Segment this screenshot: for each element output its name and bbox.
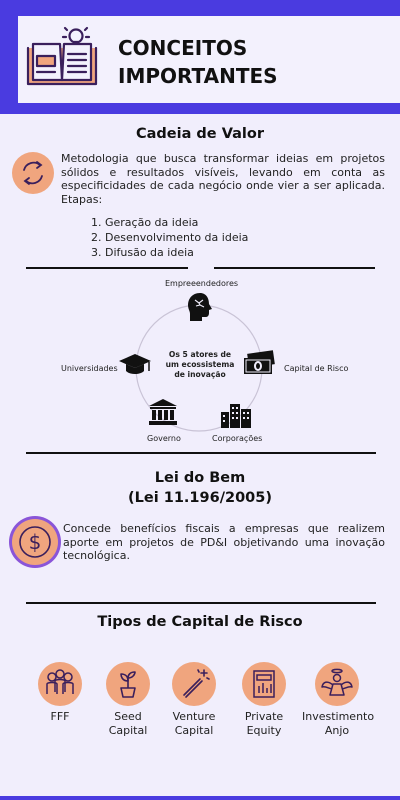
step-item: 1. Geração da ideia [91, 216, 199, 229]
tipo-label-line: Equity [246, 723, 282, 737]
tipos-title: Tipos de Capital de Risco [97, 614, 303, 630]
tipo-label [159, 710, 229, 737]
eco-governo: Governo [147, 434, 181, 443]
lei-description: Concede benefícios fiscais a empresas que realizem aporte em projetos de PD&I objetivando uma inovação tecnológica. [63, 522, 385, 563]
graduation-cap-icon [118, 352, 152, 376]
page-title [118, 34, 378, 90]
header-band [0, 0, 400, 114]
eco-center-line: de inovação [174, 370, 226, 379]
tipo-label-line: Investimento [302, 710, 375, 723]
tipo-label-line: Private [244, 710, 284, 723]
magic-wand-icon [172, 662, 216, 706]
footer-bar [0, 796, 400, 800]
tipo-venture [159, 662, 229, 737]
tipo-label-line: Capital [108, 723, 148, 737]
tipo-label [93, 710, 163, 737]
tipo-label-line: FFF [50, 710, 70, 723]
cadeia-steps-list [91, 215, 248, 260]
tipo-investimento-anjo [302, 662, 375, 737]
divider [26, 452, 376, 454]
eco-capital-risco: Capital de Risco [284, 364, 349, 373]
divider [26, 602, 376, 604]
page-title-line2: IMPORTANTES [118, 64, 278, 88]
tipo-label [229, 710, 299, 737]
tipo-label-line: Seed [114, 710, 142, 723]
angel-icon [315, 662, 359, 706]
divider [214, 267, 375, 269]
tipo-label-line: Capital [174, 723, 214, 737]
money-bill-icon [242, 350, 276, 376]
government-building-icon [147, 398, 179, 426]
eco-center-line: Os 5 atores de [168, 350, 232, 359]
cycle-arrows-icon [12, 152, 54, 194]
page-title-line1: CONCEITOS [118, 36, 248, 60]
divider [26, 267, 188, 269]
tipo-seed [93, 662, 163, 737]
tipo-label [25, 710, 95, 724]
lei-title-line1: Lei do Bem [154, 470, 246, 486]
people-group-icon [38, 662, 82, 706]
tipo-label-line: Anjo [324, 723, 350, 737]
eco-corporacoes: Corporações [212, 434, 263, 443]
header-card [18, 16, 400, 103]
head-brain-icon [185, 291, 215, 323]
step-item: 2. Desenvolvimento da ideia [91, 231, 249, 244]
eco-center-line: um ecossistema [165, 360, 235, 369]
tipo-label [302, 710, 375, 737]
tipo-label-line: Venture [172, 710, 216, 723]
eco-universidades: Universidades [61, 364, 118, 373]
seedling-pot-icon [106, 662, 150, 706]
tipo-fff [25, 662, 95, 724]
svg-text:$: $ [28, 530, 42, 554]
lei-title-line2: (Lei 11.196/2005) [128, 490, 272, 506]
cadeia-description: Metodologia que busca transformar ideias em projetos sólidos e resultados visíveis, levando em conta as especificidades de cada negócio onde vier a ser aplicada. Etapas: [61, 152, 385, 206]
report-chart-icon [242, 662, 286, 706]
tipo-private-equity [229, 662, 299, 737]
buildings-icon [219, 402, 253, 428]
cadeia-title: Cadeia de Valor [135, 126, 264, 142]
eco-empreendedores: Empreeendedores [165, 279, 239, 288]
step-item: 3. Difusão da ideia [91, 246, 194, 259]
open-book-lightbulb-icon [24, 26, 100, 92]
eco-center-text [158, 350, 242, 380]
dollar-icon [12, 519, 58, 565]
